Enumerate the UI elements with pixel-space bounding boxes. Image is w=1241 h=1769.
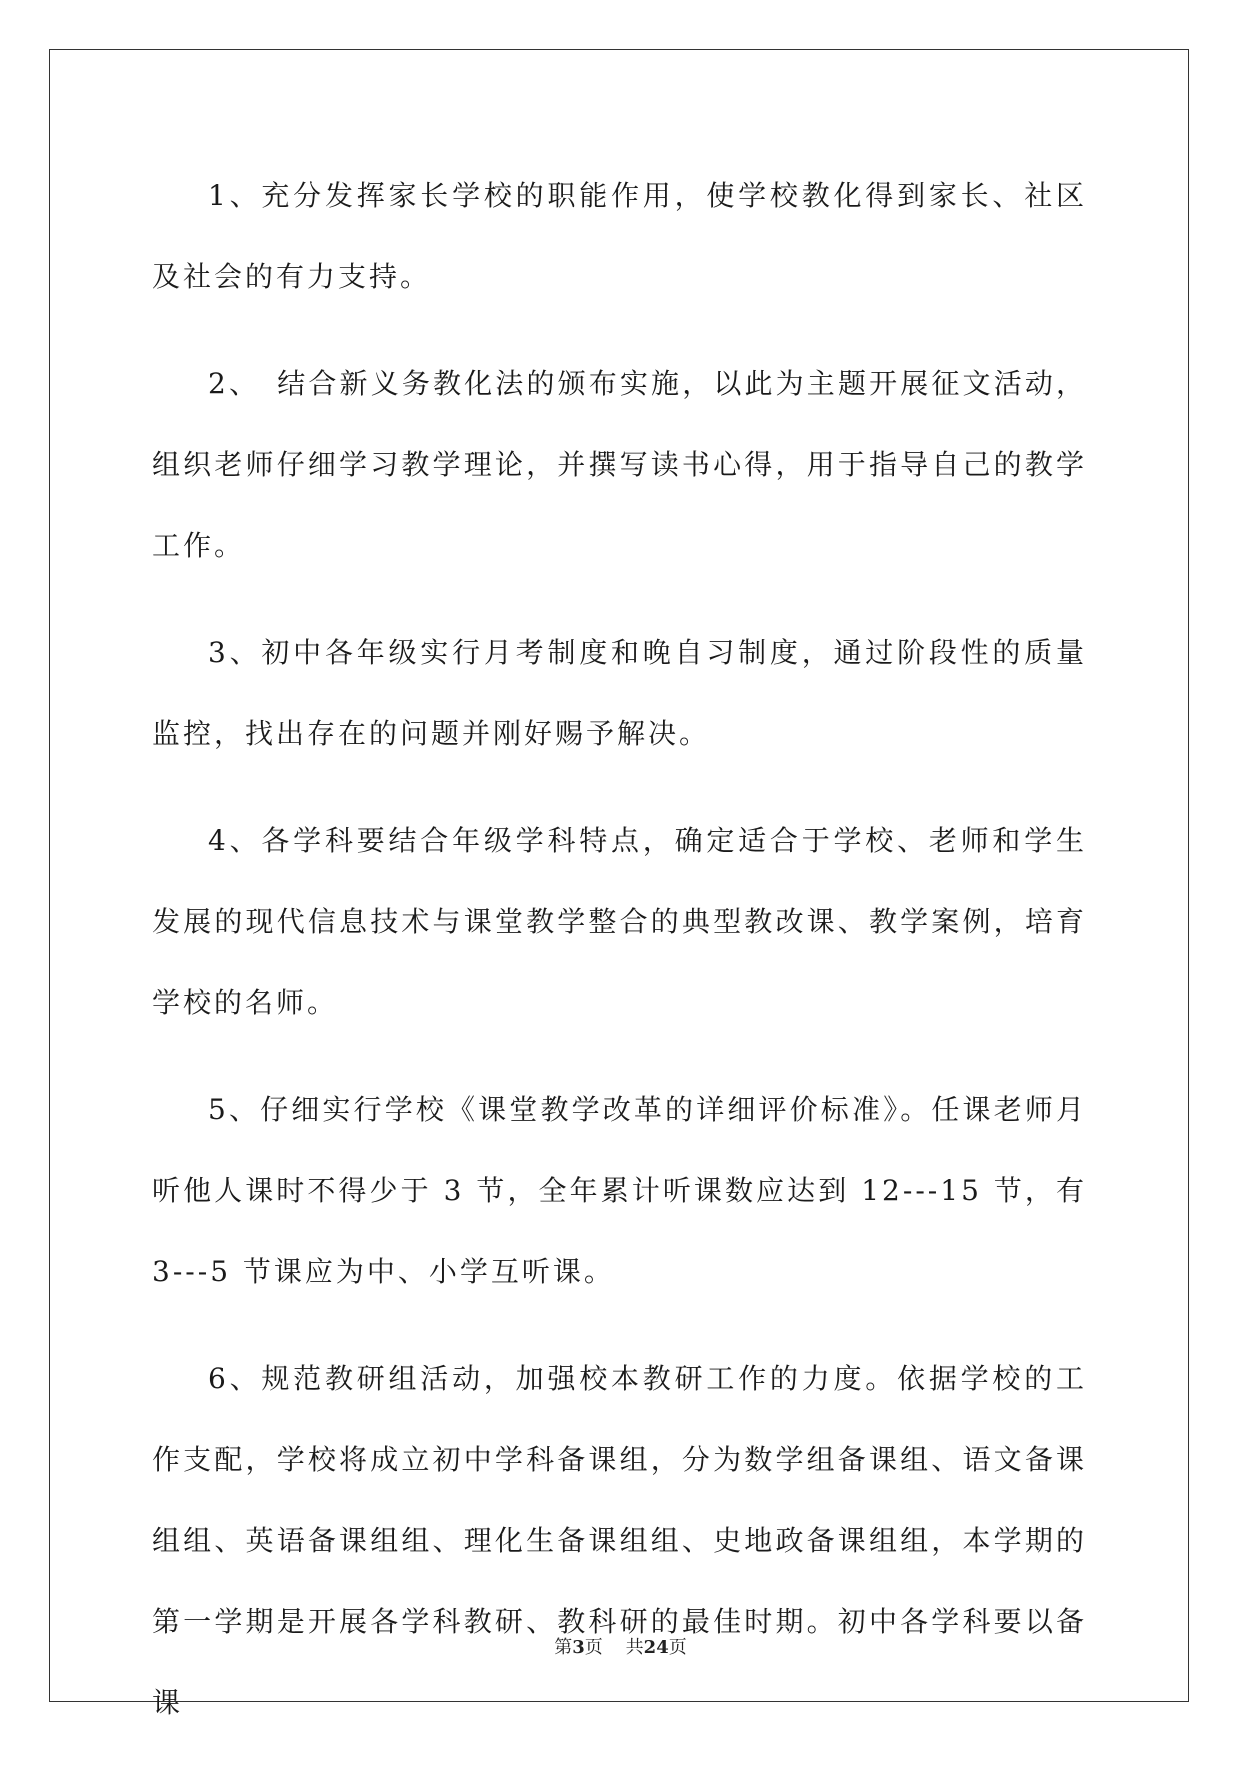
footer-prefix: 第	[554, 1637, 573, 1658]
footer-total-suffix: 页	[668, 1637, 687, 1658]
footer-total-prefix: 共	[625, 1637, 644, 1658]
paragraph-1: 1、充分发挥家长学校的职能作用，使学校教化得到家长、社区及社会的有力支持。	[152, 179, 1087, 293]
page-footer	[0, 1633, 1241, 1659]
document-body	[152, 155, 1087, 1769]
paragraph-3: 3、初中各年级实行月考制度和晚自习制度，通过阶段性的质量监控，找出存在的问题并刚好赐予解决。	[152, 636, 1087, 750]
paragraph-2: 2、 结合新义务教化法的颁布实施，以此为主题开展征文活动，组织老师仔细学习教学理论，并撰写读书心得，用于指导自己的教学工作。	[152, 367, 1087, 562]
current-page-number: 3	[572, 1637, 585, 1658]
paragraph-6: 6、规范教研组活动，加强校本教研工作的力度。依据学校的工作支配，学校将成立初中学科备课组，分为数学组备课组、语文备课组组、英语备课组组、理化生备课组组、史地政备课组组，本学期的第一学期是开展各学科教研、教科研的最佳时期。初中各学科要以备课	[152, 1362, 1087, 1719]
paragraph-5: 5、仔细实行学校《课堂教学改革的详细评价标准》。任课老师月听他人课时不得少于 3 节，全年累计听课数应达到 12---15 节，有 3---5 节课应为中、小学互听课。	[152, 1093, 1087, 1288]
paragraph-4: 4、各学科要结合年级学科特点，确定适合于学校、老师和学生发展的现代信息技术与课堂教学整合的典型教改课、教学案例，培育学校的名师。	[152, 824, 1087, 1019]
total-page-number: 24	[643, 1637, 669, 1658]
footer-page-word: 页	[584, 1637, 603, 1658]
